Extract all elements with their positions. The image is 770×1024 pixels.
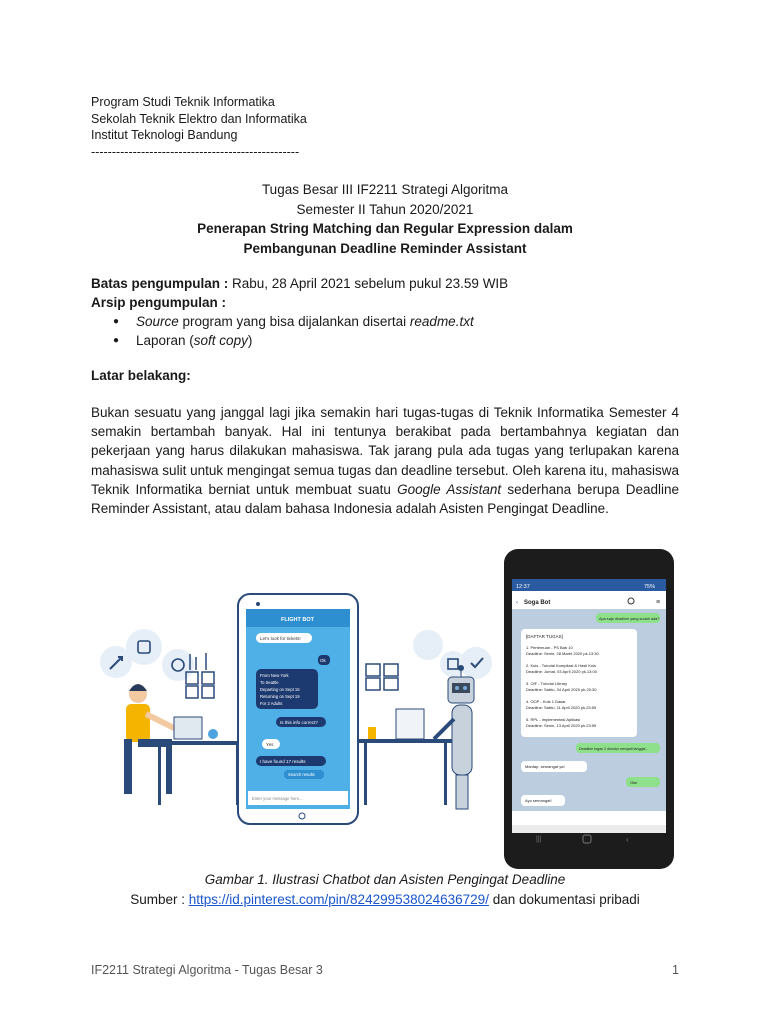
institute-name: Institut Teknologi Bandung [91, 128, 238, 142]
svg-text:Ayo semangat!: Ayo semangat! [525, 798, 552, 803]
course-title: Tugas Besar III IF2211 Strategi Algoritma [261, 182, 509, 197]
back-arrow-icon: ‹ [516, 600, 518, 606]
background-heading: Latar belakang: [91, 368, 191, 383]
svg-text:Deadline tugas 2 diundur menja: Deadline tugas 2 diundur menjadi tanggal... [579, 747, 649, 751]
svg-text:2. Kuis - Tutorial Kompilasi &: 2. Kuis - Tutorial Kompilasi & Hasil Kuis [526, 663, 597, 668]
source-link[interactable]: https://id.pinterest.com/pin/824299538024636729/ [188, 892, 489, 907]
nav-recents-icon: ||| [536, 836, 542, 843]
school-name: Sekolah Teknik Elektro dan Informatika [91, 111, 307, 126]
svg-text:Returning on Sept 19: Returning on Sept 19 [260, 694, 300, 699]
svg-text:Deadline: Senin, 28 Maret 2020: Deadline: Senin, 28 Maret 2020 pk.13:30 [526, 651, 599, 656]
background-paragraph: Bukan sesuatu yang janggal lagi jika semakin hari tugas-tugas di Teknik Informatika Semester 4 semakin bertambah banyak. Hal ini tentunya berakibat pada bertambahnya kegiatan dan pekerjaan yang harus dilakukan mahasiswa. Tak jarang pula ada tugas yang terlupakan karena mahasiswa sulit untuk mengingat semua tugas dan deadline tersebut. Oleh karena itu, mahasiswa Teknik Informatika berniat untuk membuat suatu Google Assistant sederhana berupa Deadline Reminder Assistant, atau dalam bahasa Indonesia adalah Asisten Pengingat Deadline. [91, 405, 679, 517]
svg-text:Departing on Sept 15: Departing on Sept 15 [260, 687, 300, 692]
institution-header [91, 94, 307, 160]
archive-label: Arsip pengumpulan : [91, 295, 226, 310]
deadline-line [91, 274, 691, 293]
svg-text:3. OIF - Tutorial Library: 3. OIF - Tutorial Library [526, 681, 568, 686]
figure-illustration [96, 549, 674, 869]
svg-text:Oke: Oke [630, 780, 638, 785]
svg-text:Is this info correct?: Is this info correct? [280, 720, 318, 725]
svg-text:Deadline: Sabtu, 04 April 2020: Deadline: Sabtu, 04 April 2020 pk.20:30 [526, 687, 597, 692]
svg-text:Deadline: Jumat, 03 April 2020: Deadline: Jumat, 03 April 2020 pk.13:00 [526, 669, 597, 674]
deadline-label: Batas pengumpulan : [91, 276, 229, 291]
svg-text:5. RPL - Implementasi Aplikasi: 5. RPL - Implementasi Aplikasi [526, 717, 581, 722]
illustration-phone [238, 594, 358, 824]
svg-text:Search results: Search results [288, 772, 315, 777]
main-title-line2: Pembangunan Deadline Reminder Assistant [243, 240, 527, 256]
chat-name: Soga Bot [524, 600, 551, 606]
svg-text:[DAFTAR TUGAS]: [DAFTAR TUGAS] [526, 634, 563, 639]
page-number: 1 [672, 963, 679, 977]
svg-text:Deadline: Senin, 13 April 2020: Deadline: Senin, 13 April 2020 pk.23:59 [526, 723, 597, 728]
svg-text:Yes: Yes [266, 742, 274, 747]
svg-text:Deadline: Sabtu, 11 April 2020: Deadline: Sabtu, 11 April 2020 pk.23:59 [526, 705, 597, 710]
figure-source: Sumber : https://id.pinterest.com/pin/824299538024636729/ dan dokumentasi pribadi [130, 892, 640, 907]
semester-title: Semester II Tahun 2020/2021 [296, 201, 474, 217]
submission-info [91, 274, 691, 350]
svg-text:Mantap, semangat ya!: Mantap, semangat ya! [525, 764, 565, 769]
svg-text:I have found 17 results: I have found 17 results [260, 759, 306, 764]
svg-text:Apa saja deadline yang sudah a: Apa saja deadline yang sudah ada? [599, 617, 660, 621]
phone-battery: 75% [644, 584, 656, 590]
document-titles [91, 180, 679, 258]
chat-input-placeholder: Enter your message here... [252, 796, 303, 801]
nav-back-icon: ‹ [626, 835, 629, 844]
program-study: Program Studi Teknik Informatika [91, 95, 275, 109]
header-divider: -------------------------------------------------- [91, 144, 300, 159]
svg-text:4. OOP - Kuis 1 Dasar: 4. OOP - Kuis 1 Dasar [526, 699, 566, 704]
svg-text:1. Pertemuan - PS Bab 10: 1. Pertemuan - PS Bab 10 [526, 645, 573, 650]
svg-text:For 2 Adults: For 2 Adults [260, 701, 283, 706]
main-title-line1: Penerapan String Matching dan Regular Expression dalam [197, 221, 573, 236]
phone-screenshot [504, 549, 674, 869]
deadline-value: Rabu, 28 April 2021 sebelum pukul 23.59 WIB [228, 276, 509, 291]
archive-item-report: ● Laporan (soft copy) [91, 331, 691, 350]
svg-text:From New York: From New York [260, 673, 289, 678]
menu-icon: ≡ [656, 599, 661, 606]
page-footer: IF2211 Strategi Algoritma - Tugas Besar 3 [91, 963, 323, 977]
archive-item-source: ● Source program yang bisa dijalankan disertai readme.txt [91, 312, 691, 331]
svg-text:Let's look for tickets!: Let's look for tickets! [260, 636, 301, 641]
phone-status-time: 12:37 [516, 584, 530, 590]
svg-text:Ok: Ok [320, 658, 326, 663]
archive-list [91, 312, 691, 350]
figure-caption: Gambar 1. Ilustrasi Chatbot dan Asisten Pengingat Deadline [204, 872, 566, 887]
bot-name: FLIGHT BOT [281, 617, 314, 623]
svg-text:To Seattle: To Seattle [260, 680, 279, 685]
